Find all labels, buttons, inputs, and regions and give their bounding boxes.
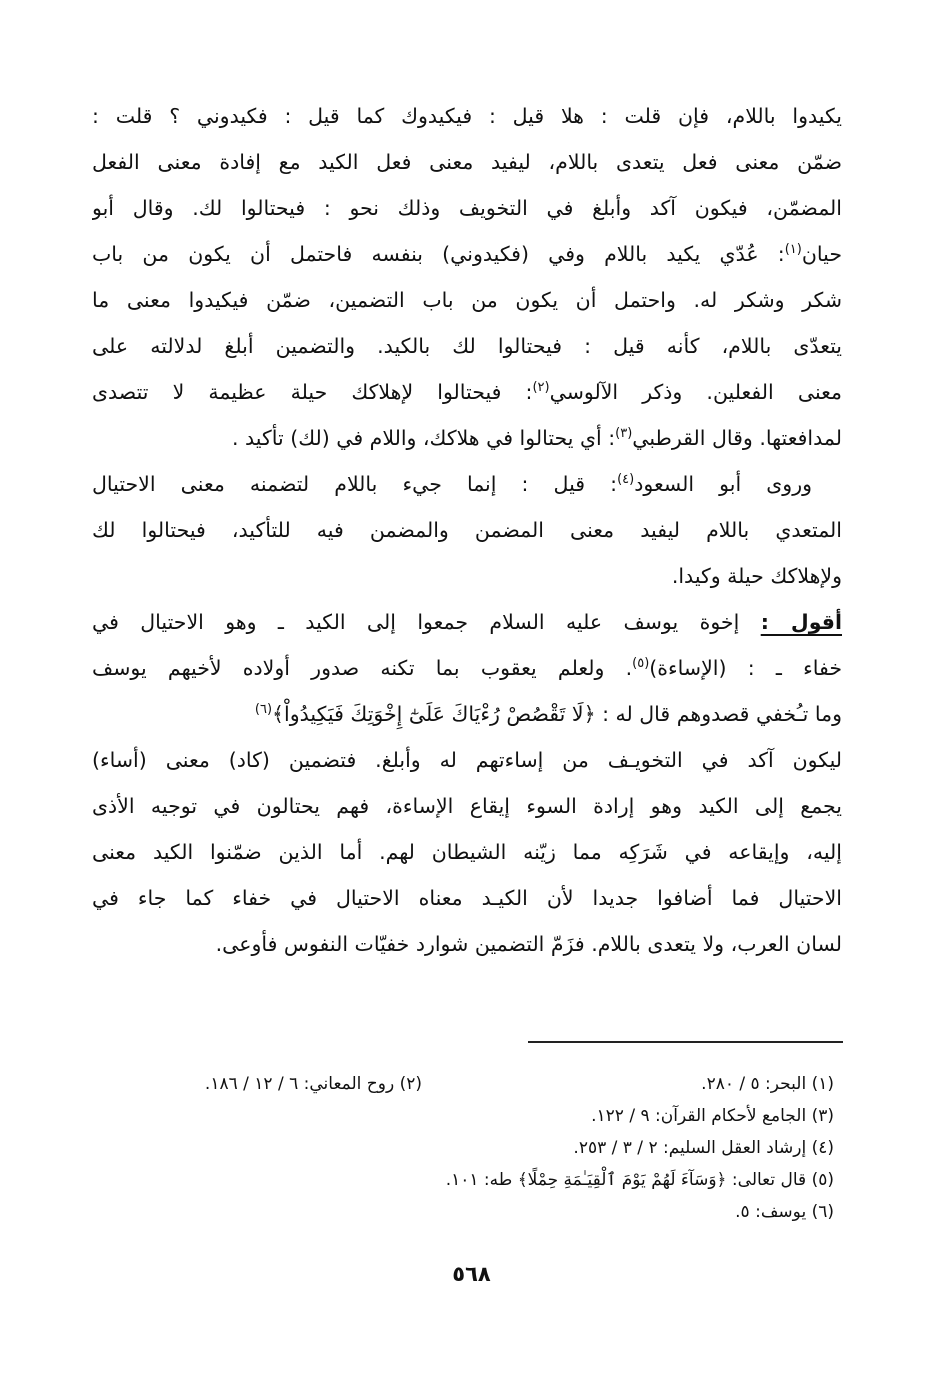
keyword-aqool: أقول :: [760, 610, 842, 634]
text-span: لمدافعتها. وقال القرطبي: [632, 426, 842, 450]
footnote-ref: (٢): [532, 380, 550, 396]
text-line: [92, 783, 842, 829]
footnote-5: (٥) قال تعالى: ﴿وَسَآءَ لَهُمْ يَوْمَ ٱلْقِيَـٰمَةِ حِمْلًا﴾ طه: ١٠١.: [445, 1170, 834, 1190]
text-line: [92, 599, 842, 645]
footnote-row: [92, 1100, 842, 1132]
text-span: ولإهلاكك حيلة وكيدا.: [671, 564, 842, 588]
text-line: [92, 461, 842, 507]
footnote-row: [92, 1132, 842, 1164]
text-span: ليكون آكد في التخويـف من إساءتهم له وأبلغ. فتضمين (كاد) معنى (أساء): [92, 748, 842, 772]
text-span: شكر وشكر له. واحتمل أن يكون من باب التضمين، ضمّن فيكيدوا معنى ما: [92, 288, 842, 312]
footnote-2: (٢) روح المعاني: ٦ / ١٢ / ١٨٦.: [204, 1074, 422, 1094]
text-line: [92, 645, 842, 691]
text-span: وروى أبو السعود: [634, 472, 812, 496]
text-span: : فيحتالوا لإهلاكك حيلة عظيمة لا تتصدى: [92, 380, 533, 404]
text-span: لسان العرب، ولا يتعدى باللام. فزَمّ التضمين شوارد خفيّات النفوس فأوعى.: [215, 932, 842, 956]
footnote-ref: (٤): [617, 472, 635, 488]
text-line: [92, 277, 842, 323]
footnote-3: (٣) الجامع لأحكام القرآن: ٩ / ١٢٢.: [591, 1106, 834, 1126]
text-line: [92, 231, 842, 277]
text-span: : أي يحتالوا في هلاكك، واللام في (لك) تأكيد .: [232, 426, 616, 450]
footnote-divider: [528, 1041, 843, 1043]
text-line: [92, 553, 842, 599]
text-line: [92, 415, 842, 461]
text-span: يتعدّى باللام، كأنه قيل : فيحتالوا لك بالكيد. والتضمين أبلغ لدلالته على: [92, 334, 842, 358]
quran-quote: وما تـُخفي قصدوهم قال له : ﴿لَا تَقْصُصْ رُءْيَاكَ عَلَىٰٓ إِخْوَتِكَ فَيَكِيدُواْ﴾: [272, 702, 842, 726]
footnote-row: [92, 1068, 842, 1100]
text-span: معنى الفعلين. وذكر الآلوسي: [549, 380, 842, 404]
footnote-row: [92, 1196, 842, 1228]
text-line: [92, 921, 842, 967]
footnote-ref: (٥): [632, 656, 650, 672]
footnotes: [92, 1068, 842, 1228]
text-span: خفاء ـ : (الإساءة): [649, 656, 842, 680]
footnote-ref: (١): [784, 242, 802, 258]
page-number: ٥٦٨: [452, 1262, 491, 1286]
text-line: [92, 323, 842, 369]
text-span: ضمّن معنى فعل يتعدى باللام، ليفيد معنى فعل الكيد مع إفادة معنى الفعل: [92, 150, 842, 174]
text-span: يجمع إلى الكيد وهو إرادة السوء إيقاع الإساءة، فهم يحتالون في توجيه الأذى: [92, 794, 842, 818]
text-span: إليه، وإيقاعه في شَرَكِه مما زيّنه الشيطان لهم. أما الذين ضمّنوا الكيد معنى: [92, 840, 842, 864]
main-text: [92, 93, 842, 967]
text-line: [92, 369, 842, 415]
footnote-ref: (٦): [254, 702, 273, 718]
text-span: حيان: [801, 242, 842, 266]
footnote-6: (٦) يوسف: ٥.: [735, 1202, 834, 1222]
text-span: يكيدوا باللام، فإن قلت : هلا قيل : فيكيدوك كما قيل : فكيدوني ؟ قلت :: [92, 104, 842, 128]
text-span: : قيل : إنما جيء باللام لتضمنه معنى الاحتيال: [92, 472, 618, 496]
footnote-4: (٤) إرشاد العقل السليم: ٢ / ٣ / ٢٥٣.: [573, 1138, 834, 1158]
text-line: [92, 185, 842, 231]
text-span: الاحتيال فما أضافوا جديدا لأن الكيـد معناه الاحتيال في خفاء كما جاء في: [92, 886, 842, 910]
footnote-ref: (٣): [615, 426, 633, 442]
text-span: : عُدّي يكيد باللام وفي (فكيدوني) بنفسه فاحتمل أن يكون من باب: [92, 242, 785, 266]
text-span: إخوة يوسف عليه السلام جمعوا إلى الكيد ـ وهو الاحتيال في: [92, 610, 761, 634]
text-line: [92, 875, 842, 921]
footnote-row: [92, 1164, 842, 1196]
text-line: [92, 829, 842, 875]
text-line: [92, 737, 842, 783]
text-span: . ولعلم يعقوب بما تكنه صدور أولاده لأخيهم يوسف: [92, 656, 633, 680]
text-span: المتعدي باللام ليفيد معنى المضمن والمضمن فيه للتأكيد، فيحتالوا لك: [92, 518, 842, 542]
text-line: [92, 93, 842, 139]
text-line: [92, 691, 842, 737]
text-span: المضمّن، فيكون آكد وأبلغ في التخويف وذلك نحو : فيحتالوا لك. وقال أبو: [92, 196, 842, 220]
footnote-1: (١) البحر: ٥ / ٢٨٠.: [701, 1074, 834, 1094]
text-line: [92, 507, 842, 553]
text-line: [92, 139, 842, 185]
